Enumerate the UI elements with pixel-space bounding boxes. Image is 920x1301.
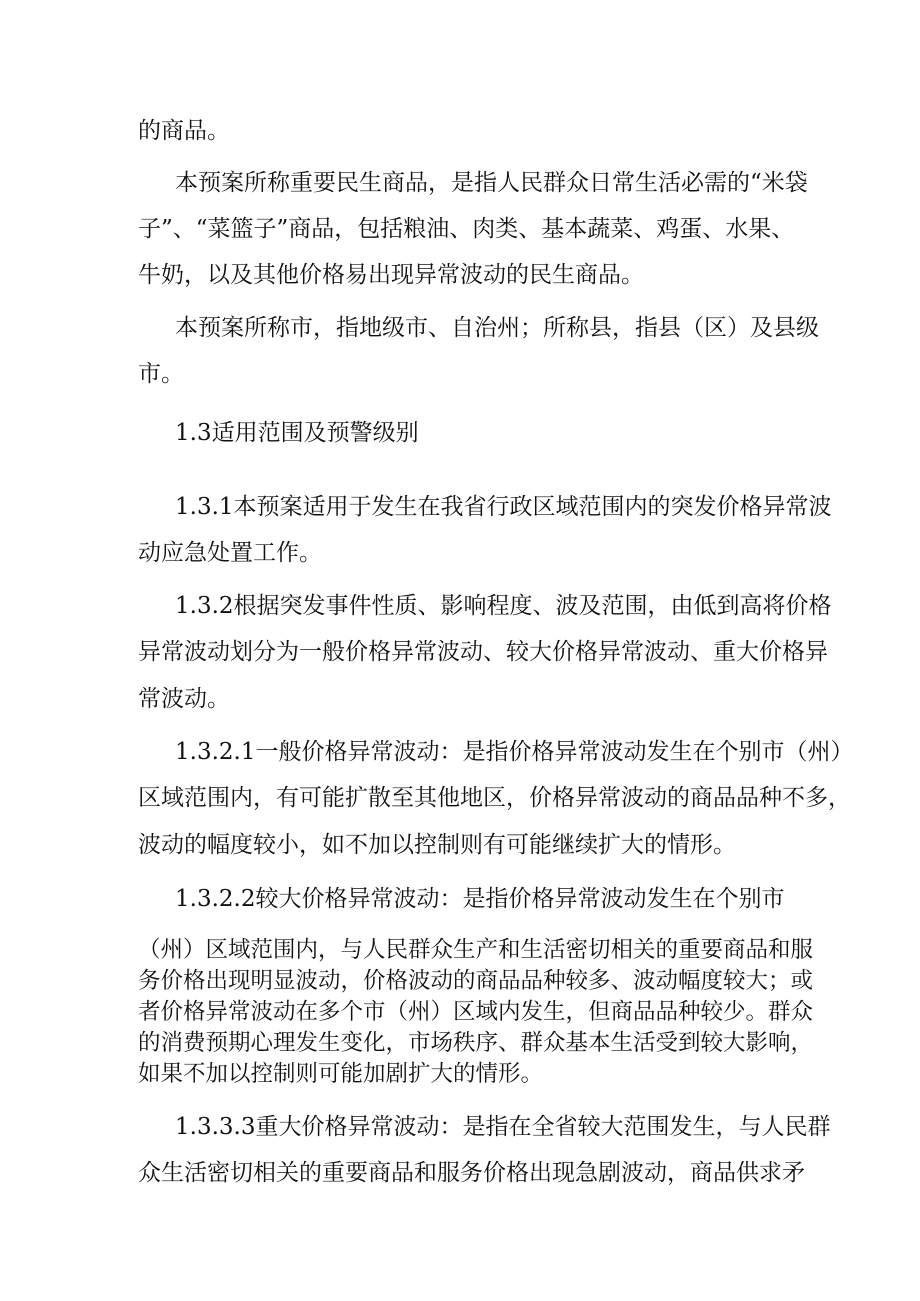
text-line: 异常波动划分为一般价格异常波动、较大价格异常波动、重大价格异 [138,639,828,665]
text-line: 市。 [138,361,184,387]
text-line: 1.3.2根据突发事件性质、影响程度、波及范围，由低到高将价格 [175,593,832,619]
text-line: 的商品。 [138,118,230,144]
text-line: 本预案所称市，指地级市、自治州；所称县，指县（区）及县级 [175,315,819,341]
text-line: 者价格异常波动在多个市（州）区域内发生，但商品品种较少。群众 [138,999,814,1025]
text-line: 子”、“菜篮子”商品，包括粮油、肉类、基本蔬菜、鸡蛋、水果、 [138,216,795,242]
text-line: 1.3.1本预案适用于发生在我省行政区域范围内的突发价格异常波 [175,494,832,520]
text-line: 区域范围内，有可能扩散至其他地区，价格异常波动的商品品种不多， [138,785,851,811]
text-line: （州）区域范围内，与人民群众生产和生活密切相关的重要商品和服 [138,937,814,963]
text-line: 动应急处置工作。 [138,540,322,566]
text-line: 1.3.2.1一般价格异常波动：是指价格异常波动发生在个别市（州） [175,739,854,765]
text-line: 务价格出现明显波动，价格波动的商品品种较多、波动幅度较大；或 [138,968,814,994]
section-heading: 1.3适用范围及预警级别 [175,420,419,446]
text-line: 1.3.3.3重大价格异常波动：是指在全省较大范围发生，与人民群 [175,1114,831,1140]
text-line: 常波动。 [138,686,230,712]
text-line: 的消费预期心理发生变化，市场秩序、群众基本生活受到较大影响， [138,1030,814,1056]
text-line: 牛奶，以及其他价格易出现异常波动的民生商品。 [138,262,644,288]
text-line: 众生活密切相关的重要商品和服务价格出现急剧波动，商品供求矛 [138,1160,805,1186]
text-line: 本预案所称重要民生商品，是指人民群众日常生活必需的“米袋 [175,170,808,196]
text-line: 1.3.2.2较大价格异常波动：是指价格异常波动发生在个别市 [175,886,785,912]
text-line: 如果不加以控制则可能加剧扩大的情形。 [138,1061,544,1087]
text-line: 波动的幅度较小，如不加以控制则有可能继续扩大的情形。 [138,832,736,858]
